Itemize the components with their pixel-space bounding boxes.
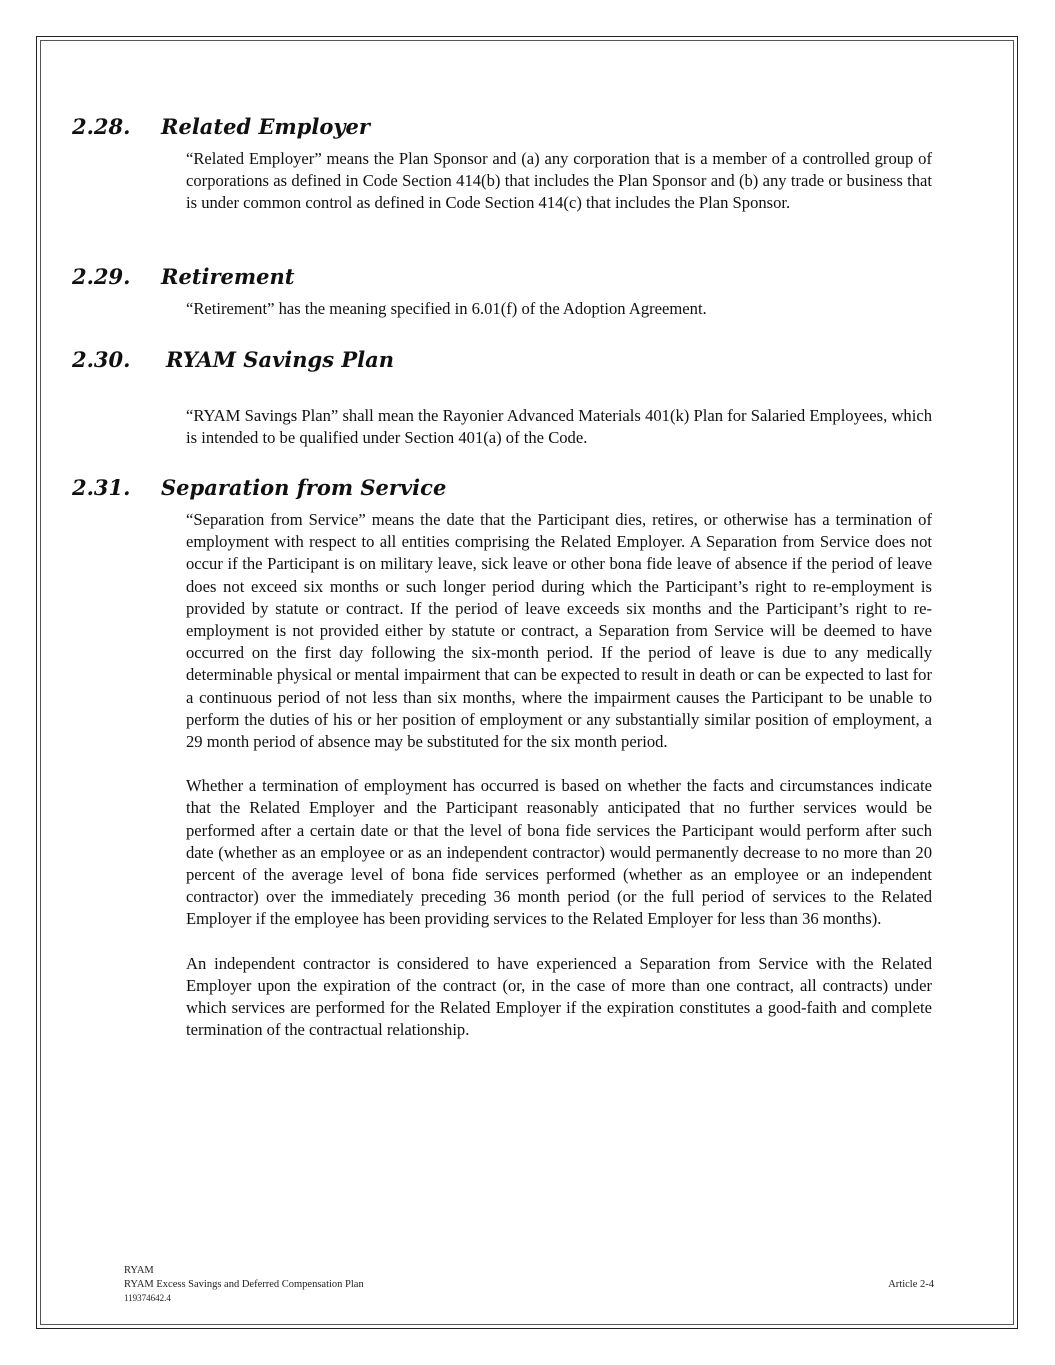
section-2-29 (72, 262, 932, 337)
footer-doc-id: 119374642.4 (124, 1293, 171, 1303)
section-paragraph: An independent contractor is considered to have experienced a Separation from Service with the Related Employer upon the expiration of the contract (or, in the case of more than one contract, all contracts) under which services are performed for the Related Employer if the expiration constitutes a good-faith and complete termination of the contractual relationship. (186, 953, 932, 1040)
section-2-31 (72, 473, 932, 1058)
section-number: 2.28. (72, 114, 131, 139)
section-heading (72, 262, 932, 292)
section-heading (72, 345, 932, 375)
section-title: Related Employer (161, 114, 370, 139)
section-number: 2.31. (72, 475, 131, 500)
footer-company: RYAM (124, 1265, 154, 1276)
section-heading (72, 473, 932, 503)
section-paragraph: Whether a termination of employment has occurred is based on whether the facts and circumstances indicate that the Related Employer and the Participant reasonably anticipated that no further services would be performed after a certain date or that the level of bona fide services the Participant would perform after such date (whether as an employee or as an independent contractor) would permanently decrease to no more than 20 percent of the average level of bona fide services performed (whether as an employee or an independent contractor) over the immediately preceding 36 month period (or the full period of services to the Related Employer if the employee has been providing services to the Related Employer for less than 36 months). (186, 776, 932, 929)
section-number: 2.30. (72, 347, 131, 372)
section-paragraph: “Retirement” has the meaning specified in 6.01(f) of the Adoption Agreement. (186, 299, 707, 318)
section-2-30 (72, 345, 932, 466)
section-title: RYAM Savings Plan (166, 347, 394, 372)
section-number: 2.29. (72, 264, 131, 289)
section-heading (72, 112, 932, 142)
section-paragraph: “Separation from Service” means the date that the Participant dies, retires, or otherwise has a termination of employment with respect to all entities comprising the Related Employer. A Separation from Service does not occur if the Participant is on military leave, sick leave or other bona fide leave of absence if the period of leave does not exceed six months or such longer period during which the Participant’s right to re-employment is provided by statute or contract. If the period of leave exceeds six months and the Participant’s right to re-employment is not provided either by statute or contract, a Separation from Service will be deemed to have occurred on the first day following the six-month period. If the period of leave is due to any medically determinable physical or mental impairment that can be expected to result in death or can be expected to last for a continuous period of not less than six months, where the impairment causes the Participant to be unable to perform the duties of his or her position of employment or any substantially similar position of employment, a 29 month period of absence may be substituted for the six month period. (186, 510, 932, 752)
section-title: Retirement (161, 264, 295, 289)
footer-page-label: Article 2-4 (888, 1279, 934, 1290)
section-paragraph: “RYAM Savings Plan” shall mean the Rayonier Advanced Materials 401(k) Plan for Salaried Employees, which is intended to be qualified under Section 401(a) of the Code. (186, 406, 932, 448)
footer-plan-name: RYAM Excess Savings and Deferred Compensation Plan (124, 1279, 364, 1290)
section-paragraph: “Related Employer” means the Plan Sponsor and (a) any corporation that is a member of a controlled group of corporations as defined in Code Section 414(b) that includes the Plan Sponsor and (b) any trade or business that is under common control as defined in Code Section 414(c) that includes the Plan Sponsor. (186, 149, 932, 213)
section-2-28 (72, 112, 932, 231)
page-footer (124, 1264, 934, 1304)
section-title: Separation from Service (161, 475, 447, 500)
